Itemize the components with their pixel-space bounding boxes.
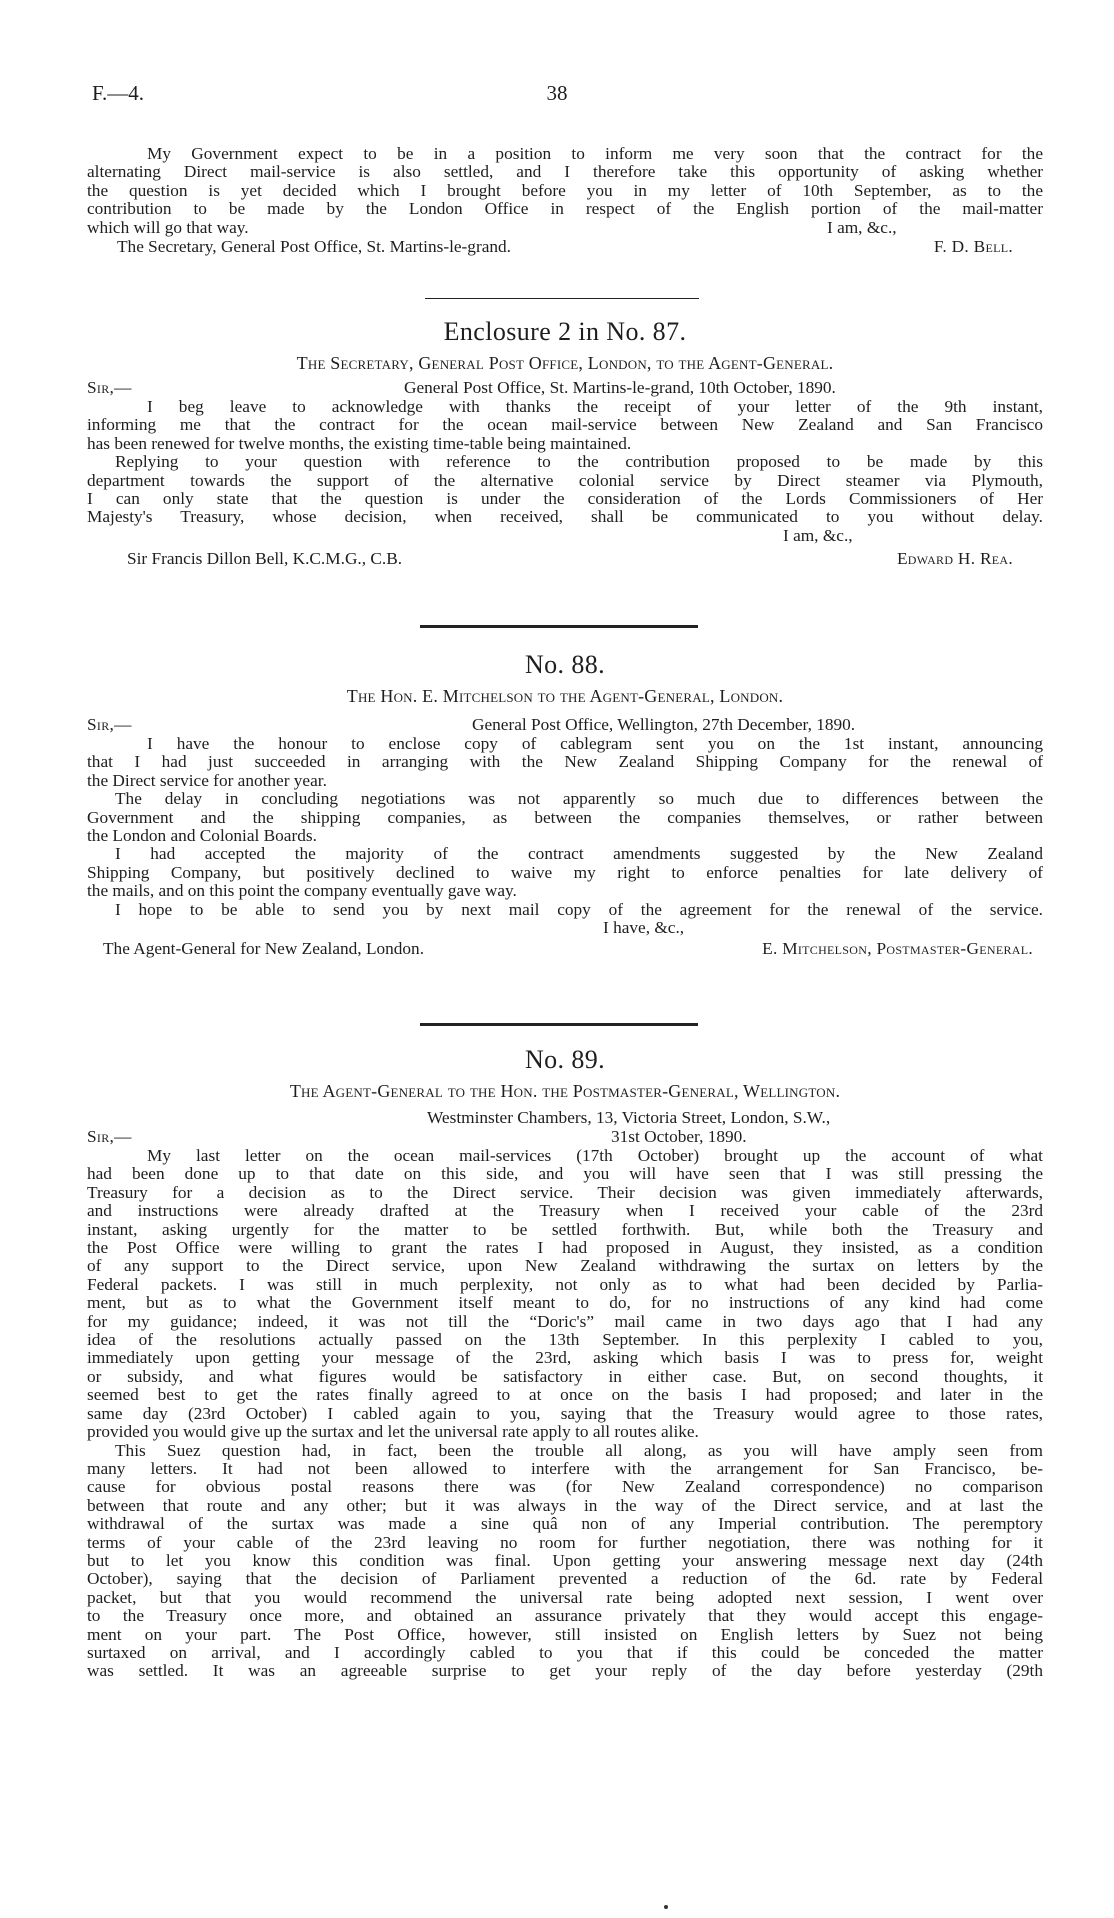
no-89-subtitle: The Agent-General to the Hon. the Postmaster-General, Wellington. [289, 1081, 841, 1101]
no-88-title: No. 88. [524, 650, 606, 679]
body-line: but to let you know this condition was final. Upon getting your answering message next day (24th [87, 1550, 1043, 1570]
no-88-dateline: General Post Office, Wellington, 27th December, 1890. [472, 715, 856, 734]
document-reference: F.—4. [92, 81, 144, 105]
page-number: 38 [546, 81, 568, 105]
intro-signature: F. D. Bell. [933, 236, 1013, 256]
enclosure-2-title: Enclosure 2 in No. 87. [443, 317, 687, 346]
body-line: instant, asking urgently for the matter to be settled forthwith. But, while both the Treasury and [87, 1219, 1043, 1239]
body-line: many letters. It had not been allowed to interfere with the arrangement for San Francisco, be- [87, 1458, 1043, 1478]
body-line: Government and the shipping companies, as between the companies themselves, or rather between [87, 807, 1043, 827]
body-line: Replying to your question with reference to the contribution proposed to be made by this [115, 452, 1043, 472]
intro-line: contribution to be made by the London Office in respect of the English portion of the mail-matter [87, 199, 1043, 219]
no-89-salutation: Sir,— [87, 1127, 132, 1146]
body-line: Federal packets. I was still in much perplexity, not only as to what had been decided by Parlia- [87, 1274, 1043, 1294]
intro-letter [87, 145, 1043, 257]
body-line: surtaxed on arrival, and I accordingly cabled to you that if this could be conceded the matter [87, 1642, 1043, 1662]
body-line: This Suez question had, in fact, been the trouble all along, as you will have amply seen from [115, 1440, 1043, 1460]
body-line: I had accepted the majority of the contract amendments suggested by the New Zealand [115, 844, 1043, 864]
body-line: seemed best to get the rates finally agreed to at once on the basis I had proposed; and later in the [87, 1385, 1043, 1405]
enclosure-2-closing: I am, &c., [783, 525, 853, 545]
body-line: of any support to the Direct service, upon New Zealand withdrawing the surtax on letters by the [87, 1256, 1043, 1276]
body-line: terms of your cable of the 23rd leaving no room for further negotiation, there was nothing for it [87, 1532, 1043, 1552]
body-line: ment, but as to what the Government itself meant to do, for no instructions of any kind had come [87, 1293, 1043, 1313]
print-mark [664, 1905, 668, 1909]
body-line: same day (23rd October) I cabled again to you, saying that the Treasury would agree to those rates, [87, 1403, 1043, 1423]
no-88-addressee: The Agent-General for New Zealand, London. [103, 939, 425, 959]
body-line: immediately upon getting your message of the 23rd, asking which basis I was to press for, weight [87, 1348, 1043, 1368]
no-88-signature: E. Mitchelson, Postmaster-General. [762, 939, 1033, 959]
body-line: the mails, and on this point the company eventually gave way. [87, 881, 517, 901]
body-line: ment on your part. The Post Office, however, still insisted on English letters by Suez not being [87, 1624, 1043, 1644]
no-88-subtitle: The Hon. E. Mitchelson to the Agent-General, London. [346, 686, 784, 706]
body-line: My last letter on the ocean mail-services (17th October) brought up the account of what [147, 1146, 1043, 1165]
body-line: informing me that the contract for the ocean mail-service between New Zealand and San Francisco [87, 415, 1043, 435]
body-line: idea of the resolutions actually passed on the 13th September. In this perplexity I cabled to you, [87, 1330, 1043, 1350]
intro-line: which will go that way. [87, 217, 249, 237]
body-line: the London and Colonial Boards. [87, 826, 317, 846]
page-header [92, 81, 1022, 110]
body-line: Shipping Company, but positively declined to waive my right to enforce penalties for late delivery of [87, 862, 1043, 882]
body-line: Treasury for a decision as to the Direct service. Their decision was given immediately afterwards, [87, 1182, 1043, 1202]
no-89-address-line1: Westminster Chambers, 13, Victoria Street, London, S.W., [427, 1108, 831, 1127]
divider [420, 625, 698, 628]
body-line: and instructions were already drafted at the Treasury when I received your cable of the 23rd [87, 1201, 1043, 1221]
body-line: that I had just succeeded in arranging with the New Zealand Shipping Company for the renewal of [87, 752, 1043, 772]
body-line: department towards the support of the alternative colonial service by Direct steamer via Plymouth, [87, 470, 1043, 490]
intro-line: alternating Direct mail-service is also settled, and I therefore take this opportunity of asking whether [87, 162, 1043, 182]
body-line: had been done up to that date on this side, and you will have seen that I was still pressing the [87, 1164, 1043, 1184]
body-line: I hope to be able to send you by next mail copy of the agreement for the renewal of the service. [115, 899, 1043, 919]
no-88-section [87, 650, 1043, 959]
body-line: between that route and any other; but it was always in the way of the Direct service, and at last the [87, 1495, 1043, 1515]
enclosure-2-addressee: Sir Francis Dillon Bell, K.C.M.G., C.B. [127, 548, 403, 568]
body-line: was settled. It was an agreeable surprise to get your reply of the day before yesterday (29th [87, 1661, 1043, 1681]
enclosure-2-subtitle: The Secretary, General Post Office, London, to the Agent-General. [296, 353, 834, 373]
body-line: the Post Office were willing to grant the rates I had proposed in August, they insisted, as a condition [87, 1238, 1043, 1258]
body-line: packet, but that you would recommend the universal rate being adopted next session, I went over [87, 1587, 1043, 1607]
enclosure-2-salutation: Sir,— [87, 378, 132, 397]
body-line: provided you would give up the surtax and let the universal rate apply to all routes alike. [87, 1422, 699, 1442]
body-line: The delay in concluding negotiations was not apparently so much due to differences between the [115, 789, 1043, 809]
intro-addressee: The Secretary, General Post Office, St. Martins-le-grand. [117, 236, 511, 256]
body-line: to the Treasury once more, and obtained an assurance privately that they would accept this engage- [87, 1606, 1043, 1626]
body-line: Majesty's Treasury, whose decision, when received, shall be communicated to you without delay. [87, 507, 1043, 527]
body-line: the Direct service for another year. [87, 770, 327, 790]
no-89-address-line2: 31st October, 1890. [611, 1127, 747, 1146]
body-line: I beg leave to acknowledge with thanks the receipt of your letter of the 9th instant, [147, 397, 1043, 416]
enclosure-2-signature: Edward H. Rea. [896, 548, 1013, 568]
no-88-closing: I have, &c., [603, 918, 685, 938]
intro-closing: I am, &c., [827, 217, 897, 237]
body-line: October), saying that the decision of Parliament prevented a reduction of the 6d. rate by Federal [87, 1569, 1043, 1589]
body-line: I have the honour to enclose copy of cablegram sent you on the 1st instant, announcing [147, 734, 1043, 753]
body-line: has been renewed for twelve months, the existing time-table being maintained. [87, 433, 632, 453]
body-line: I can only state that the question is under the consideration of the Lords Commissioners of Her [87, 489, 1043, 509]
body-line: cause for obvious postal reasons there was (for New Zealand correspondence) no comparison [87, 1477, 1043, 1497]
divider [420, 1023, 698, 1026]
intro-line: the question is yet decided which I brought before you in my letter of 10th September, as to the [87, 180, 1043, 200]
no-89-section [87, 1045, 1043, 1681]
divider [425, 298, 699, 299]
body-line: withdrawal of the surtax was made a sine quâ non of any Imperial contribution. The peremptory [87, 1514, 1043, 1534]
enclosure-2-section [87, 317, 1043, 569]
body-line: for my guidance; indeed, it was not till the “Doric's” mail came in two days ago that I had any [87, 1311, 1043, 1331]
enclosure-2-dateline: General Post Office, St. Martins-le-grand, 10th October, 1890. [404, 378, 836, 397]
no-88-salutation: Sir,— [87, 715, 132, 734]
intro-line: My Government expect to be in a position to inform me very soon that the contract for the [147, 144, 1043, 163]
body-line: or subsidy, and what figures would be satisfactory in either case. But, on second thoughts, it [87, 1366, 1043, 1386]
no-89-title: No. 89. [524, 1045, 606, 1074]
